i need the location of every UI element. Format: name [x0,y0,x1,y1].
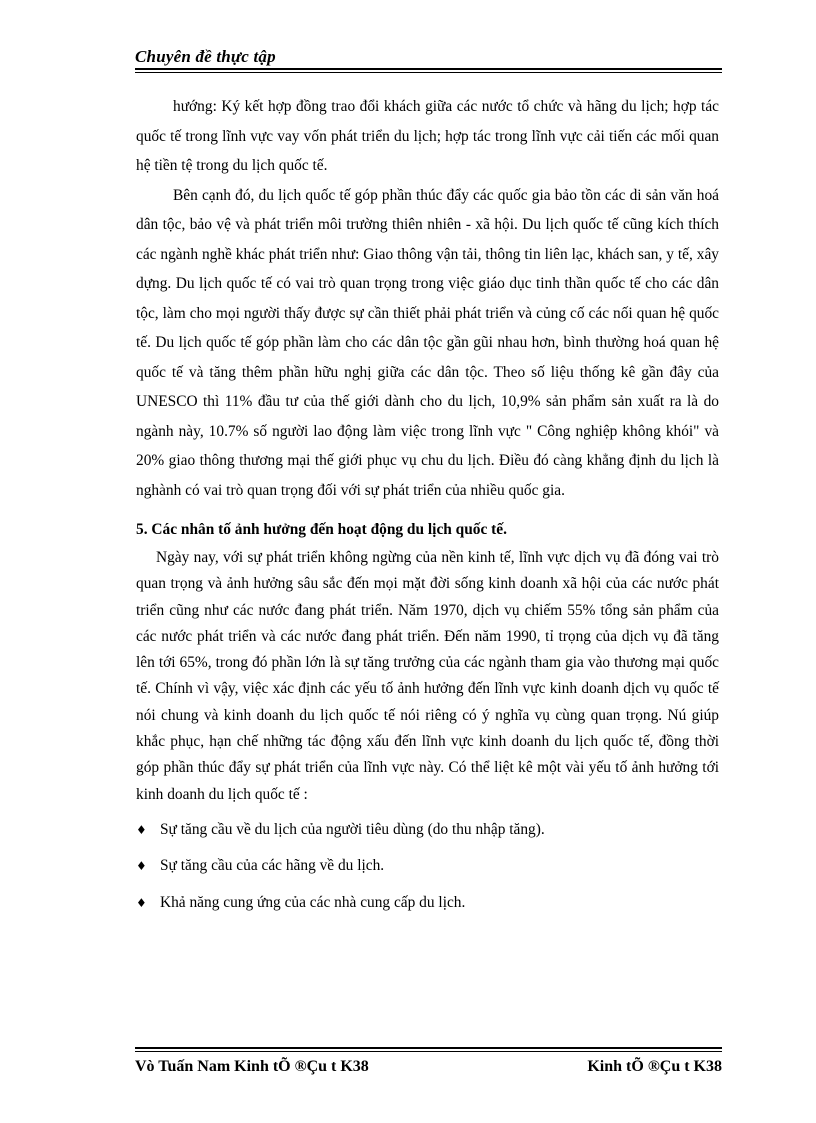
document-body [136,92,719,921]
diamond-bullet-icon: ♦ [136,859,147,874]
paragraph-factors: Ngày nay, với sự phát triển không ngừng của nền kinh tế, lĩnh vực dịch vụ đã đóng vai trò quan trọng và ảnh hưởng sâu sắc đến mọi mặt đời sống kinh doanh xã hội của các nước phát triển cũng như các nước đang phát triển. Năm 1970, dịch vụ chiếm 55% tổng sản phẩm của các nước phát triển và các nước đang phát triển. Đến năm 1990, tỉ trọng của dịch vụ đã tăng lên tới 65%, trong đó phần lớn là sự tăng trưởng của các ngành tham gia vào thương mại quốc tế. Chính vì vậy, việc xác định các yếu tố ảnh hưởng đến lĩnh vực kinh doanh dịch vụ quốc tế nói chung và kinh doanh du lịch quốc tế nói riêng có ý nghĩa vụ cùng quan trọng. Nú giúp khắc phục, hạn chế những tác động xấu đến lĩnh vực kinh doanh du lịch quốc tế, đồng thời góp phần thúc đẩy sự phát triển của lĩnh vực này. Có thể liệt kê một vài yếu tố ảnh hưởng tới kinh doanh du lịch quốc tế : [136,549,719,803]
footer-rule-thin [135,1051,722,1052]
header-rule-thin [135,72,722,73]
header-rule [135,68,722,70]
list-item-text: Sự tăng cầu của các hãng về du lịch. [160,857,385,875]
footer-rule [135,1047,722,1049]
list-item [136,812,719,849]
list-item-text: Sự tăng cầu về du lịch của người tiêu dùng (do thu nhập tăng). [160,820,545,838]
footer-author: Vò Tuấn Nam Kinh tÕ ®Çu t K38 [135,1058,369,1075]
diamond-bullet-icon: ♦ [136,822,147,837]
page-header-title: Chuyên đề thực tập [135,47,276,66]
factor-list [136,812,719,922]
footer-course: Kinh tÕ ®Çu t K38 [587,1058,722,1075]
paragraph-continuation: hướng: Ký kết hợp đồng trao đổi khách giữa các nước tổ chức và hãng du lịch; hợp tác quốc tế trong lĩnh vực vay vốn phát triển du lịch; hợp tác trong lĩnh vực cải tiến các mối quan hệ tiền tệ trong du lịch quốc tế. [136,98,719,174]
diamond-bullet-icon: ♦ [136,895,147,910]
section-heading: 5. Các nhân tố ảnh hưởng đến hoạt động du lịch quốc tế. [136,521,507,538]
list-item [136,885,719,922]
paragraph-international-tourism-role: Bên cạnh đó, du lịch quốc tế góp phần thúc đẩy các quốc gia bảo tồn các di sản văn hoá dân tộc, bảo vệ và phát triển môi trường thiên nhiên - xã hội. Du lịch quốc tế cũng kích thích các ngành nghề khác phát triển như: Giao thông vận tải, thông tin liên lạc, khách san, y tế, xây dựng. Du lịch quốc tế có vai trò quan trọng trong việc giáo dục tinh thần quốc tế cho các dân tộc, làm cho mọi người thấy được sự cần thiết phải phát triển và củng cố các nối quan hệ quốc tế. Du lịch quốc tế góp phần làm cho các dân tộc gần gũi nhau hơn, bình thường hoá quan hệ quốc tế và tăng thêm phần hữu nghị giữa các dân tộc. Theo số liệu thống kê gần đây của UNESCO thì 11% đầu tư của thế giới dành cho du lịch, 10,9% sản phẩm sản xuất ra là do ngành này, 10.7% số người lao động làm việc trong lĩnh vực " Công nghiệp không khói" và 20% giao thông thương mại thế giới phục vụ chu du lịch. Điều đó càng khẳng định du lịch là nghành có vai trò quan trọng đối với sự phát triển của nhiều quốc gia. [136,186,719,499]
list-item [136,848,719,885]
list-item-text: Khả năng cung ứng của các nhà cung cấp du lịch. [160,893,466,911]
